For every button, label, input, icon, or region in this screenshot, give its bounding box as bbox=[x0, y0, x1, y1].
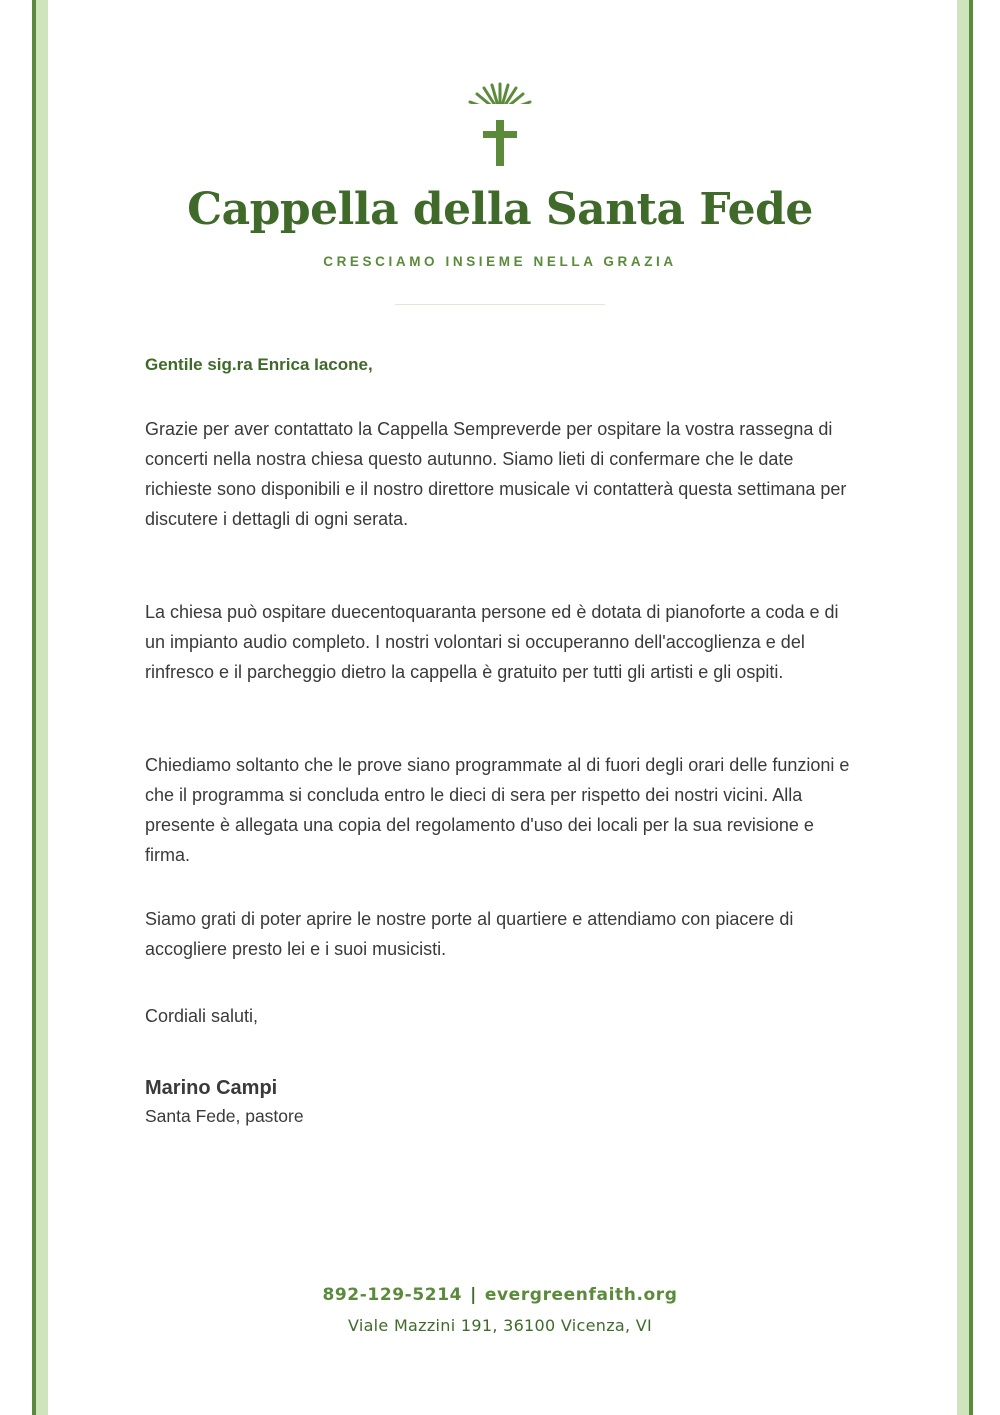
address: Viale Mazzini 191, 36100 Vicenza, VI bbox=[347, 1316, 653, 1335]
phone-number[interactable]: 892-129-5214 bbox=[322, 1285, 463, 1305]
letter-body bbox=[145, 352, 857, 1130]
contact-line bbox=[0, 1280, 1000, 1310]
paragraph-2: La chiesa può ospitare duecentoquaranta persone ed è dotata di pianoforte a coda e di un impianto audio completo. I nostri volontari si occuperanno dell'accoglienza e del rinfresco e il parcheggio dietro la cappella è gratuito per tutti gli artisti e gli ospiti. bbox=[145, 602, 839, 682]
signer-name: Marino Campi bbox=[145, 1077, 278, 1099]
letterhead bbox=[0, 80, 1000, 269]
contact-separator: | bbox=[470, 1285, 477, 1305]
header-divider bbox=[395, 304, 605, 305]
signer-title: Santa Fede, pastore bbox=[145, 1106, 304, 1126]
cross-with-rays-icon bbox=[455, 80, 545, 168]
paragraph-4: Siamo grati di poter aprire le nostre porte al quartiere e attendiamo con piacere di accogliere presto lei e i suoi musicisti. bbox=[145, 909, 794, 959]
tagline: CRESCIAMO INSIEME NELLA GRAZIA bbox=[323, 254, 677, 269]
closing: Cordiali saluti, bbox=[145, 1006, 259, 1026]
website-link[interactable]: evergreenfaith.org bbox=[484, 1285, 678, 1305]
paragraph-3: Chiediamo soltanto che le prove siano programmate al di fuori degli orari delle funzioni e che il programma si concluda entro le dieci di sera per rispetto dei nostri vicini. Alla presente è allegata una copia del regolamento d'uso dei locali per la sua revisione e firma. bbox=[145, 755, 850, 865]
organization-name: Cappella della Santa Fede bbox=[187, 184, 813, 235]
footer bbox=[0, 1280, 1000, 1339]
paragraph-1: Grazie per aver contattato la Cappella Sempreverde per ospitare la vostra rassegna di concerti nella nostra chiesa questo autunno. Siamo lieti di confermare che le date richieste sono disponibili e il nostro direttore musicale vi contatterà questa settimana per discutere i dettagli di ogni serata. bbox=[145, 419, 847, 529]
salutation: Gentile sig.ra Enrica Iacone, bbox=[145, 355, 373, 374]
